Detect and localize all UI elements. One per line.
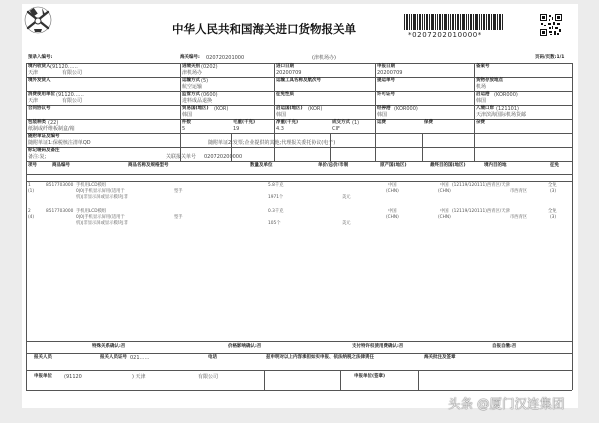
pieces-label: 件数 (182, 120, 191, 125)
insurance-label: 保费 (424, 120, 433, 125)
declarant-label: 报关人员 (34, 355, 52, 360)
transport-mode-code: (5) (201, 78, 209, 84)
col-code: 商品编号 (52, 163, 70, 168)
entry-point-value: 天津滨海国际机场货邮 (476, 112, 527, 118)
doc-1: 随附单证1:保税核注清单QD (28, 140, 91, 146)
transport-mode-value: 航空运输 (182, 84, 203, 90)
transport-tool-label: 运输工具名称及航次号 (276, 78, 321, 83)
trade-country-code: (KOR) (214, 106, 229, 112)
col-domestic: 境内目的地 (484, 163, 507, 168)
gross-value: 19 (233, 126, 240, 132)
declarer-stamp-label: 申报单位(签章) (354, 374, 386, 379)
entry-port-label: 进境关别 (182, 64, 200, 69)
freight-label: 运费 (377, 120, 386, 125)
col-tax: 征免 (550, 163, 559, 168)
related-value: 020720200000 (204, 154, 243, 160)
form-title: 中华人民共和国海关进口货物报关单 (172, 22, 356, 36)
package-label: 包装种类 (28, 120, 46, 125)
customs-emblem-icon (22, 4, 54, 36)
storage-label: 货物存放地点 (476, 78, 503, 83)
via-port-value: 韩国 (377, 112, 388, 118)
preentry-label: 预录入编号: (28, 55, 53, 60)
supervision-value: 进料成品退换 (182, 98, 213, 104)
nature-label: 征免性质 (276, 92, 294, 97)
special-relation-confirm: 特殊关系确认:否 (92, 344, 126, 349)
marks-label: 标记唛码及备注 (28, 148, 60, 153)
license-label: 许可证号 (377, 92, 395, 97)
declarer-city: ) 天津 (132, 374, 146, 380)
departure-port-code: (KOR000) (494, 92, 518, 98)
departure-port-value: 韩国 (476, 98, 487, 104)
declare-date-label: 申报日期 (377, 64, 395, 69)
via-port-code: (KOR000) (394, 106, 418, 112)
transport-mode-label: 运输方式 (182, 78, 200, 83)
barcode (404, 14, 504, 30)
col-price: 单价/总价/币制 (318, 163, 349, 168)
pieces-value: 5 (182, 126, 186, 132)
entry-port-value: 津机场办 (182, 70, 203, 76)
qr-code (540, 14, 562, 36)
deal-label: 成交方式 (332, 120, 350, 125)
departure-port-label: 启运港 (476, 92, 490, 97)
bill-no-label: 提运单号 (377, 78, 395, 83)
record-no-label: 备案号 (476, 64, 490, 69)
import-date-value: 20200709 (276, 70, 302, 76)
customs-no-label: 海关编号: (180, 55, 200, 60)
customs-port: (津机场办) (312, 55, 336, 61)
deal-value: CIF (332, 126, 340, 132)
col-origin: 原产国(地区) (380, 163, 407, 168)
net-label: 净重(千克) (276, 120, 299, 125)
declarer-code: (91120 (64, 374, 82, 380)
consignee-name: 天津 (28, 70, 39, 76)
gross-label: 毛重(千克) (233, 120, 256, 125)
entry-point-code: (121101) (496, 106, 519, 112)
consumer-code: (91120…… (56, 92, 84, 98)
watermark: 头条 @厦门汉连集团 (448, 396, 565, 411)
package-value: 纸制或纤维板制盒/箱 (28, 126, 75, 132)
consignee-code: (91120…… (50, 64, 78, 70)
trade-country-value: 韩国 (182, 112, 193, 118)
deal-code: (1) (352, 120, 360, 126)
import-date-label: 进口日期 (276, 64, 294, 69)
supervision-label: 监管方式 (182, 92, 200, 97)
col-qty: 数量及单位 (250, 163, 273, 168)
storage-value: 机场 (476, 84, 487, 90)
net-value: 4.3 (276, 126, 284, 132)
declarer-label: 申报单位 (34, 374, 52, 379)
declare-date-value: 20200709 (377, 70, 403, 76)
col-name: 商品名称及规格型号 (128, 163, 169, 168)
contract-label: 合同协议号 (28, 106, 51, 111)
via-port-label: 经停港 (377, 106, 391, 111)
consumer-name: 天津 (28, 98, 39, 104)
consumer-suffix: 有限公司 (62, 98, 83, 104)
marks-note: 备注:复; (28, 154, 47, 160)
phone-label: 电话 (208, 355, 217, 360)
origin-country-value: 韩国 (276, 112, 287, 118)
col-no: 项号 (28, 163, 37, 168)
docs-label: 随附单证及编号 (28, 134, 60, 139)
customs-no-value: 020720201000 (206, 55, 245, 61)
statement: 兹申明对以上内容承担如实申报、依法纳税之法律责任 (266, 355, 374, 360)
doc-2: 随附单证2:发票;企业提供的其他;代理报关委托协议(电子) (208, 140, 336, 146)
page-label: 页码/页数:1/1 (535, 55, 565, 60)
royalty-confirm: 支付特许权使用费确认:否 (352, 344, 404, 349)
entry-point-label: 入境口岸 (476, 106, 494, 111)
trade-country-label: 贸易国(地区) (182, 106, 209, 111)
package-code: (22) (48, 120, 59, 126)
supervision-code: (0600) (201, 92, 218, 98)
related-label: 关联报关单号 (166, 154, 197, 160)
self-declare-confirm: 自报自缴:否 (492, 344, 517, 349)
customs-note-label: 海关批注及签章 (424, 355, 456, 360)
shipper-label: 境外发货人 (28, 78, 51, 83)
col-dest: 最终目的国(地区) (430, 163, 466, 168)
misc-label: 杂费 (476, 120, 485, 125)
declarant-cert-value: 021…… (130, 355, 150, 361)
price-impact-confirm: 价格影响确认:否 (228, 344, 262, 349)
consignee-suffix: 有限公司 (62, 70, 83, 76)
origin-country-code: (KOR) (308, 106, 323, 112)
barcode-text: *0207202010000* (408, 31, 482, 39)
declaration-form: 中华人民共和国海关进口货物报关单 *0207202010000* 预录入编号: 海关编号: 020720201000 (津机场办) 页码/页数:1/1 境内收货人 (91120…… 天津 有限公司 进境关别 (0202) 津机场办 进口日期 20200709 申报日期 20200709 备案号 境外发货人 运输方式 (5) 航空运输 运输工具名称及航次号 提运单号 货物存放地点 机场 消费使用单位 (91120…… 天津 有限公司 监管方式 (0600) 进料成品退换 征免性质 许可证号 启运港 (KOR000) 韩国 合同协议号 贸易国(地区) (KOR) 韩国 启运国(地区) (KOR) 韩国 经停港 (KOR000) 韩国 入境口岸 (121101) 天津滨海国际机场货邮 包装种类 (22) 纸制或纤维板制盒/箱 件数 5 毛重(千克) 19 净重(千克) 4.3 成交方式 (1) CIF 运费 保费 杂费 随附单证及编号 随附单证1:保税核注清单QD 随附单证2:发票;企业提供的其他;代理报关委托协议(电子) 标记唛码及备注 备注:复; 关联报关单号 020720200000 项号 商品编号 商品名称及规格型号 数量及单位 单价/总价/币制 原产国(地区) 最终目的国(地区) 境内目的地 征免 1 (1) 8517703000 手机用LCD模组 0|0|手机显示屏用(适用于 型手 机)|非显示屏或显示模块|非 5.8千克 1971个 美元 中国 (CHN) 中国 (CHN) (12119/120111)西青区/天津 市西青区 全免 (3) 2 (4) 8517703000 手机用LCD模组 0|0|手机显示屏用(适用于 型手 机)|非显示屏或显示模块|非 0.3千克 105个 美元 中国 (CHN) 中国 (CHN) (12119/120111)西青区/天津 市西青区 全免 (3) 特殊关系确认:否 价格影响确认:否 支付特许权使用费确认:否 自报自缴:否 报关人员 报关人员证号 021…… 电话 兹申明对以上内容承担如实申报、依法纳税之法律责任 海关批注及签章 申报单位 (91120 ) 天津 有限公司 申报单位(签章) (22, 4, 578, 408)
declarer-suffix: 有限公司 (198, 374, 219, 380)
origin-country-label: 启运国(地区) (276, 106, 303, 111)
entry-port-code: (0202) (201, 64, 218, 70)
declarant-cert-label: 报关人员证号 (100, 355, 127, 360)
consignee-label: 境内收货人 (28, 64, 51, 69)
consumer-label: 消费使用单位 (28, 92, 55, 97)
